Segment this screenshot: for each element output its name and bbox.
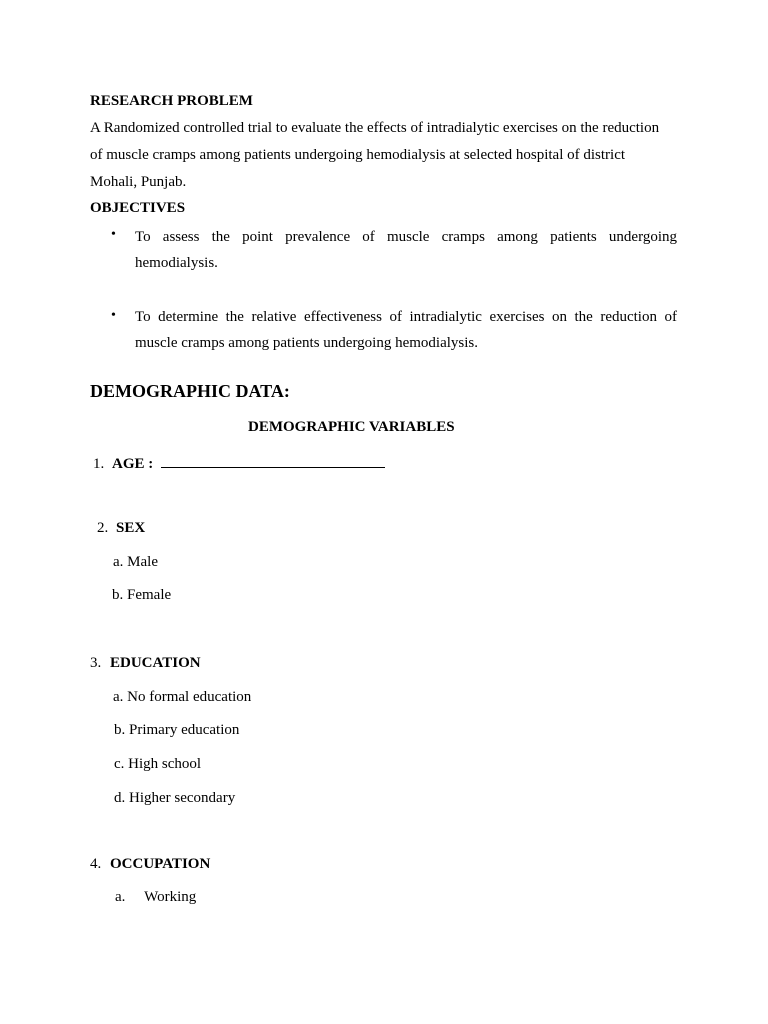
occupation-item [90,856,210,873]
education-option[interactable]: a. No formal education [113,689,252,705]
research-problem-heading: RESEARCH PROBLEM [90,93,253,109]
option-letter: a. [115,889,126,905]
research-problem-line: of muscle cramps among patients undergoing hemodialysis at selected hospital of district [90,147,626,163]
sex-option[interactable]: b. Female [112,587,172,603]
education-item [90,655,201,672]
demographic-data-heading: DEMOGRAPHIC DATA: [90,381,290,401]
sex-item [97,520,145,537]
item-number: 1. [93,456,105,472]
occupation-label: OCCUPATION [110,856,211,872]
bullet-icon: • [111,308,116,323]
occupation-option[interactable] [115,889,196,906]
education-option[interactable]: c. High school [114,756,202,772]
item-number: 2. [97,520,109,536]
objective-item: To determine the relative effectiveness of intradialytic exercises on the reduction of muscle cramps among patients undergoing hemodialysis. [135,309,677,351]
option-text: Working [144,889,197,905]
age-label: AGE : [112,456,154,472]
bullet-icon: • [111,227,116,242]
item-number: 3. [90,655,102,671]
education-option[interactable]: d. Higher secondary [114,790,236,806]
research-problem-line: A Randomized controlled trial to evaluate the effects of intradialytic exercises on the reduction [90,120,660,136]
research-problem-line: Mohali, Punjab. [90,174,187,190]
item-number: 4. [90,856,102,872]
demographic-variables-subheading: DEMOGRAPHIC VARIABLES [248,419,455,435]
objective-item: To assess the point prevalence of muscle cramps among patients undergoing hemodialysis. [135,229,677,271]
age-item [93,454,385,473]
objectives-heading: OBJECTIVES [90,200,186,216]
sex-label: SEX [116,520,146,536]
education-option[interactable]: b. Primary education [114,722,240,738]
sex-option[interactable]: a. Male [113,554,158,570]
education-label: EDUCATION [110,655,201,671]
age-input-line[interactable] [161,454,385,468]
